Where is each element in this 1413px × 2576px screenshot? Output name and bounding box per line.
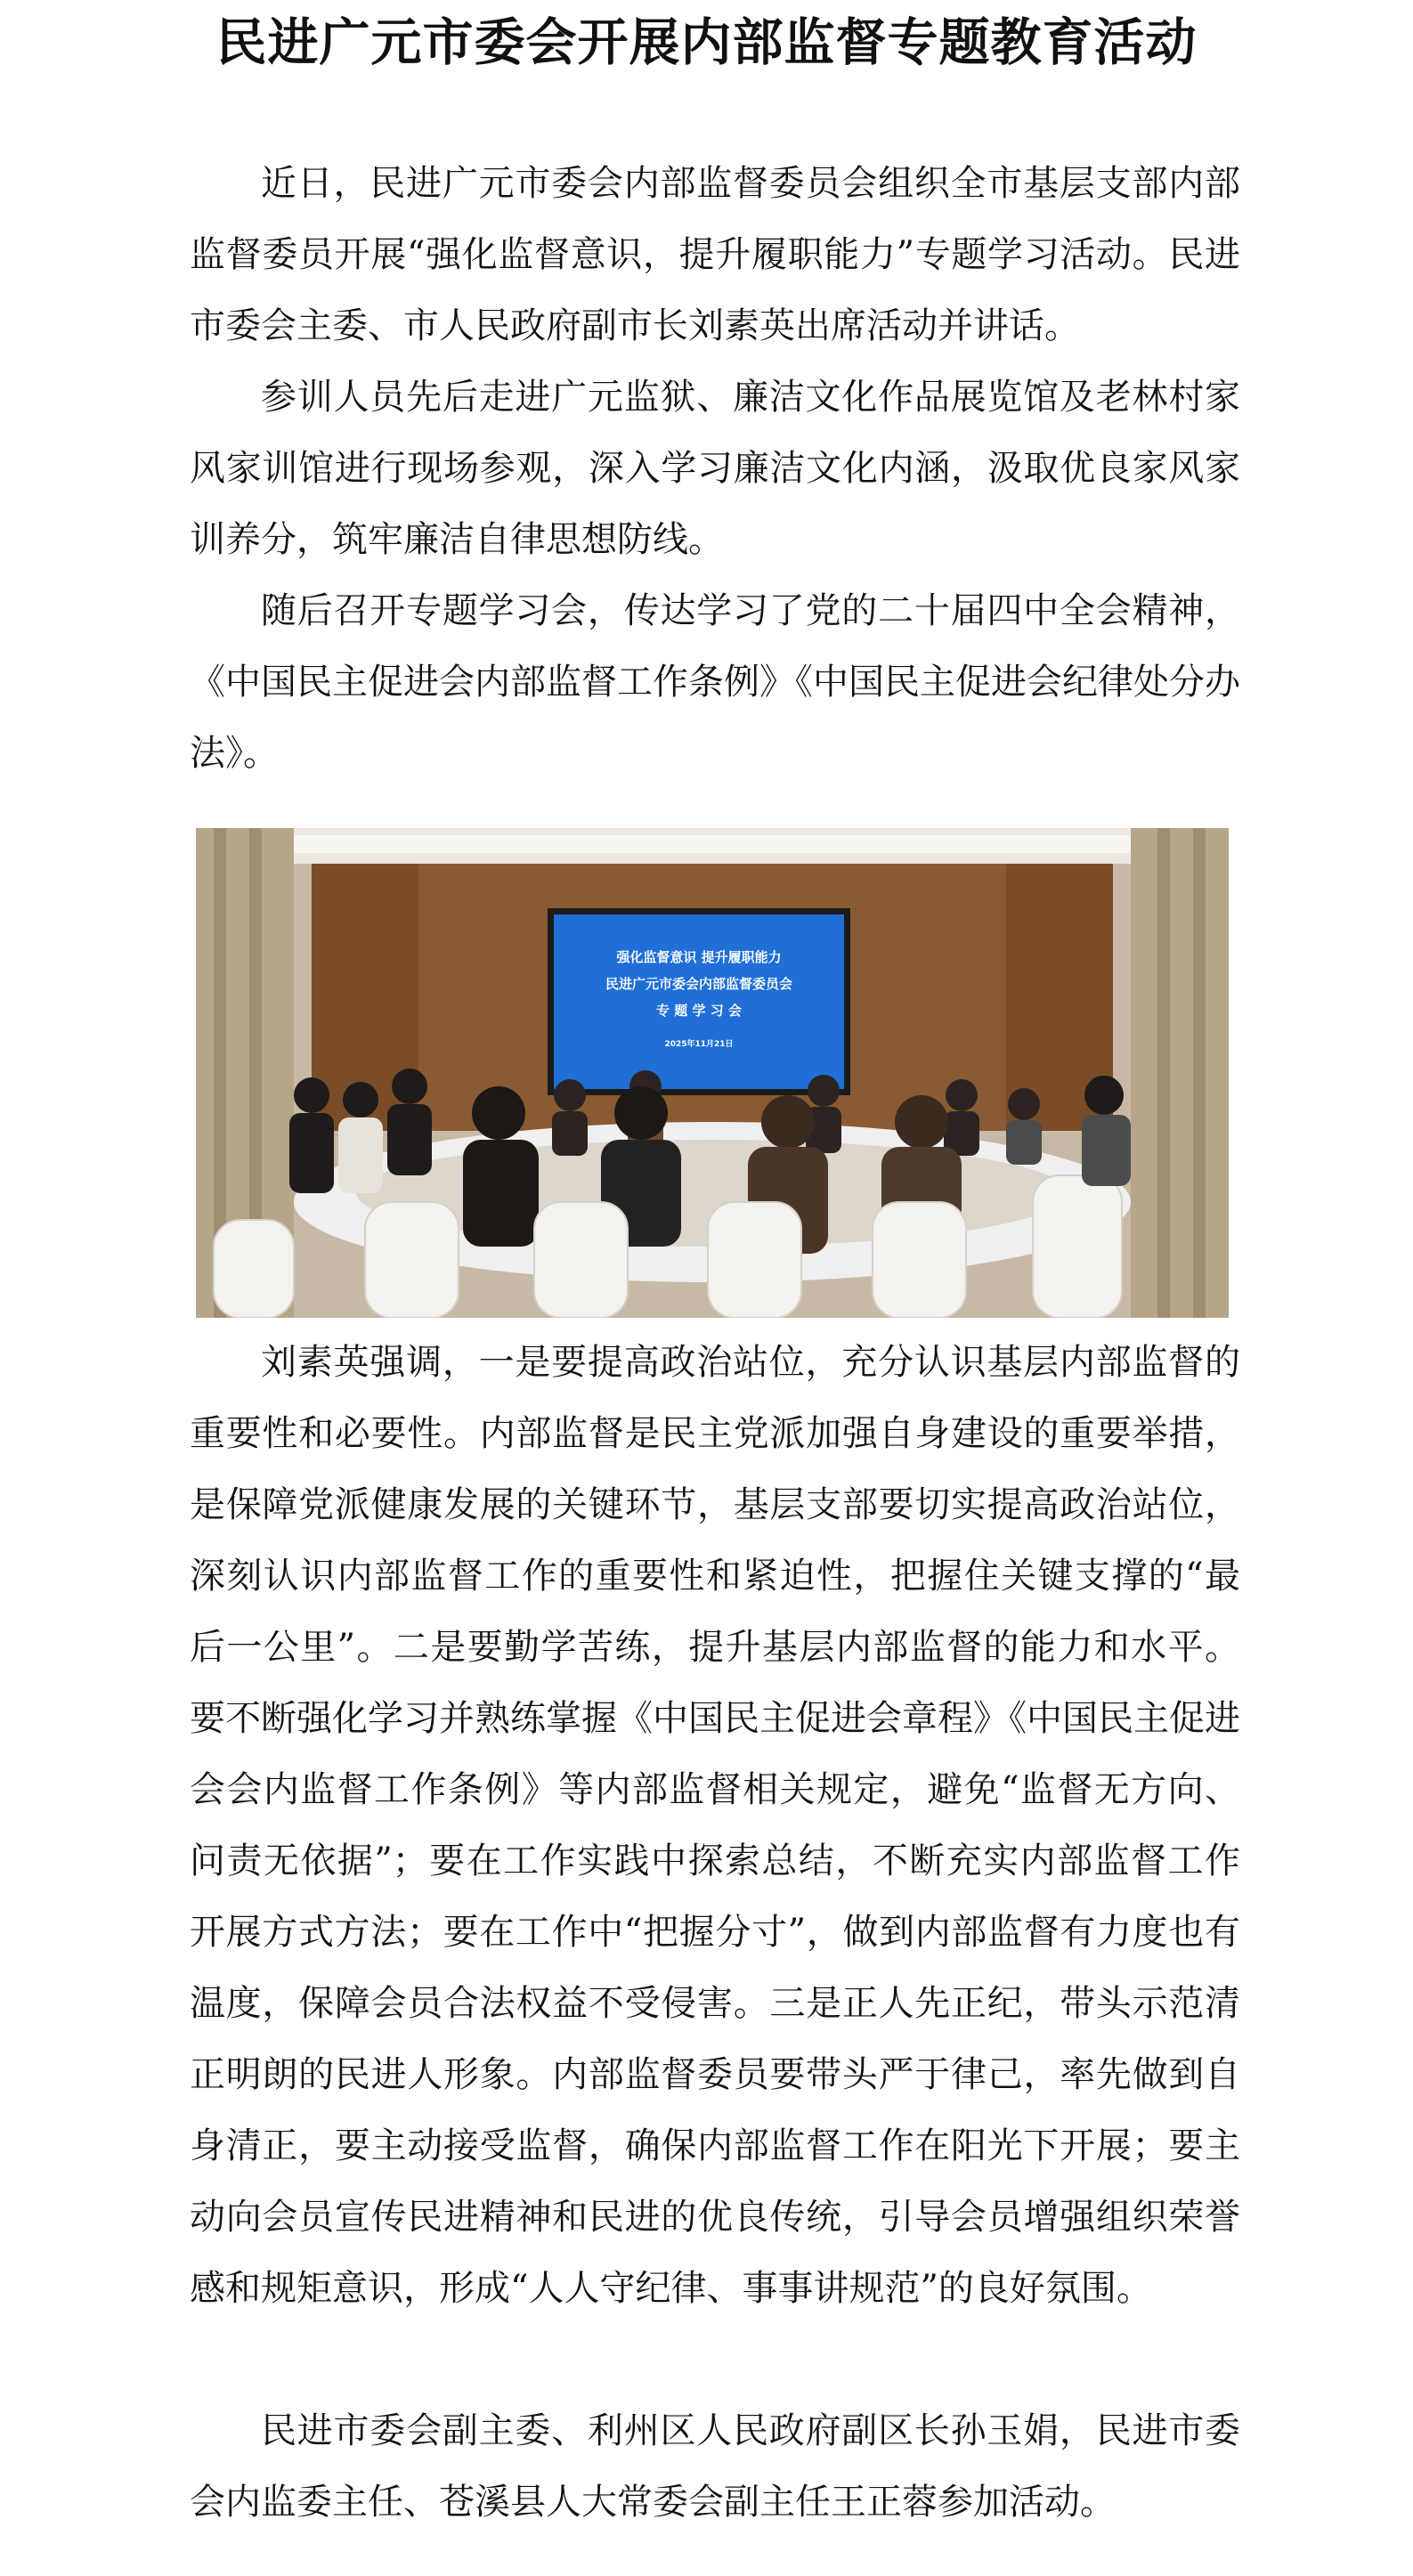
screen-line-2: 民进广元市委会内部监督委员会	[605, 976, 793, 992]
paragraph-intro: 近日，民进广元市委会内部监督委员会组织全市基层支部内部监督委员开展“强化监督意识，提升履职能力”专题学习活动。民进市委会主委、市人民政府副市长刘素英出席活动并讲话。	[190, 163, 1240, 346]
paragraph-attendees: 民进市委会副主委、利州区人民政府副区长孙玉娟，民进市委会内监委主任、苍溪县人大常委会副主任王正蓉参加活动。	[190, 2410, 1240, 2523]
meeting-photo	[196, 828, 1229, 1318]
paragraph-visit: 参训人员先后走进广元监狱、廉洁文化作品展览馆及老林村家风家训馆进行现场参观，深入学习廉洁文化内涵，汲取优良家风家训养分，筑牢廉洁自律思想防线。	[190, 377, 1240, 560]
screen-line-3: 专 题 学 习 会	[656, 1003, 742, 1019]
screen-line-1: 强化监督意识 提升履职能力	[616, 949, 782, 965]
paragraph-meeting: 随后召开专题学习会，传达学习了党的二十届四中全会精神，《中国民主促进会内部监督工作条例》《中国民主促进会纪律处分办法》。	[190, 590, 1240, 774]
meeting-photo-illustration	[196, 828, 1229, 1318]
screen-date: 2025年11月21日	[664, 1040, 734, 1049]
paragraph-speech: 刘素英强调，一是要提高政治站位，充分认识基层内部监督的重要性和必要性。内部监督是民主党派加强自身建设的重要举措，是保障党派健康发展的关键环节，基层支部要切实提高政治站位，深刻认识内部监督工作的重要性和紧迫性，把握住关键支撑的“最后一公里”。二是要勤学苦练，提升基层内部监督的能力和水平。要不断强化学习并熟练掌握《中国民主促进会章程》《中国民主促进会会内监督工作条例》等内部监督相关规定，避免“监督无方向、问责无依据”；要在工作实践中探索总结，不断充实内部监督工作开展方式方法；要在工作中“把握分寸”，做到内部监督有力度也有温度，保障会员合法权益不受侵害。三是正人先正纪，带头示范清正明朗的民进人形象。内部监督委员要带头严于律己，率先做到自身清正，要主动接受监督，确保内部监督工作在阳光下开展；要主动向会员宣传民进精神和民进的优良传统，引导会员增强组织荣誉感和规矩意识，形成“人人守纪律、事事讲规范”的良好氛围。	[190, 1342, 1240, 2309]
article-title: 民进广元市委会开展内部监督专题教育活动	[215, 13, 1198, 72]
